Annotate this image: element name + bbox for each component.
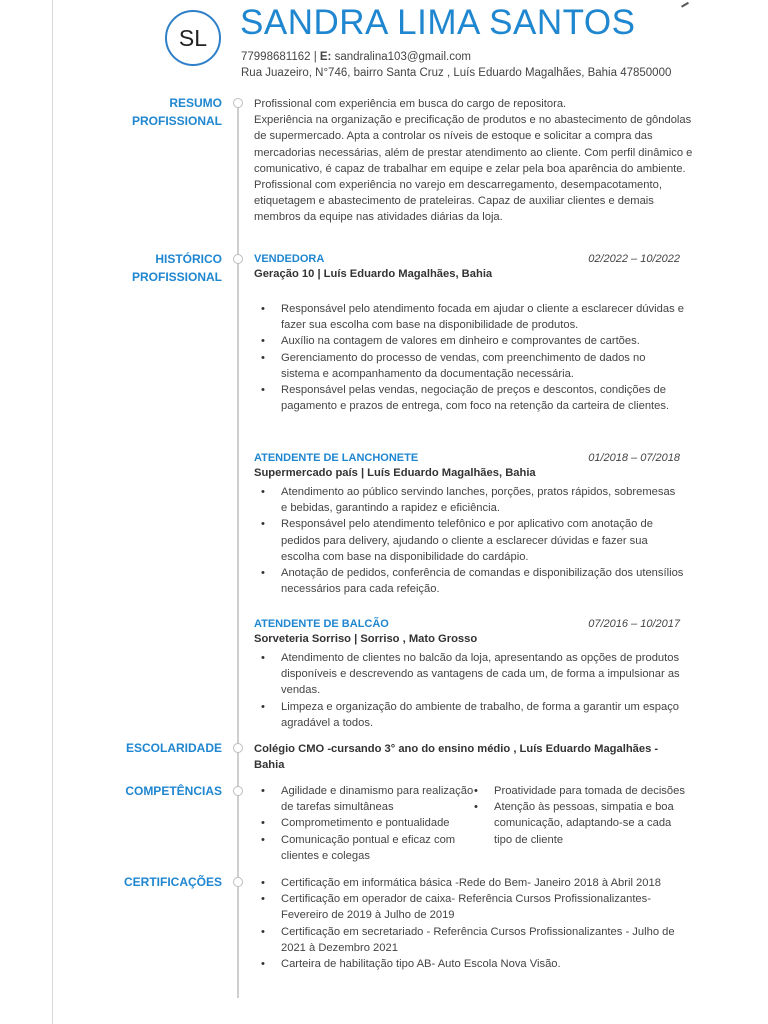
summary-line: Profissional com experiência no varejo em descarregamento, desempacotamento, etiquetagem e abastecimento de prateleiras. Capaz de auxiliar clientes e demais membros da equipe nas atividades diárias da loja. — [254, 179, 662, 224]
job-header-3 — [254, 618, 680, 645]
timeline-dot-history — [233, 254, 243, 264]
certification-item: • Certificação em operador de caixa- Referência Cursos Profissionalizantes- Fevereiro de 2019 à Julho de 2019 — [254, 891, 684, 923]
candidate-name: SANDRA LIMA SANTOS — [240, 3, 636, 42]
job-bullet: • Auxílio na contagem de valores em dinheiro e comprovantes de cartões. — [254, 333, 684, 349]
summary-line: Profissional com experiência em busca do cargo de repositora. — [254, 98, 567, 110]
job-employer: Supermercado país | Luís Eduardo Magalhães, Bahia — [254, 467, 536, 479]
job-bullets-3 — [254, 650, 684, 731]
monogram-badge — [165, 10, 221, 66]
timeline-dot-summary — [233, 98, 243, 108]
section-title-history — [82, 250, 222, 286]
education-entry: Colégio CMO -cursando 3° ano do ensino médio , Luís Eduardo Magalhães - Bahia — [254, 743, 659, 772]
job-bullet: • Gerenciamento do processo de vendas, com preenchimento de dados no sistema e acompanhamento da documentação necessária. — [254, 350, 684, 382]
section-title-summary — [82, 94, 222, 130]
job-dates: 02/2022 – 10/2022 — [588, 253, 680, 265]
phone-number: 77998681162 — [241, 51, 311, 63]
skills-list-right — [467, 783, 689, 848]
job-dates: 07/2016 – 10/2017 — [588, 618, 680, 630]
section-title-certifications: CERTIFICAÇÕES — [123, 875, 222, 889]
section-title-line: RESUMO — [169, 96, 222, 110]
job-header-1 — [254, 253, 680, 280]
address: Rua Juazeiro, N°746, bairro Santa Cruz , Luís Eduardo Magalhães, Bahia 47850000 — [241, 67, 672, 79]
job-bullet: • Atendimento ao público servindo lanches, porções, pratos rápidos, sobremesas e bebidas, garantindo a rapidez e eficiência. — [254, 484, 684, 516]
skill-item: • Comunicação pontual e eficaz com clientes e colegas — [254, 832, 474, 864]
job-bullet: • Anotação de pedidos, conferência de comandas e disponibilização dos utensílios necessários para cada refeição. — [254, 565, 684, 597]
section-title-education: ESCOLARIDADE — [125, 741, 222, 755]
timeline-dot-education — [233, 743, 243, 753]
job-bullet: • Atendimento de clientes no balcão da loja, apresentando as opções de produtos disponíveis e descrevendo as vantagens de cada um, de forma a impulsionar as vendas. — [254, 650, 684, 699]
job-bullets-1 — [254, 301, 684, 414]
section-title-skills: COMPETÊNCIAS — [125, 784, 222, 798]
job-dates: 01/2018 – 07/2018 — [588, 452, 680, 464]
job-employer: Sorveteria Sorriso | Sorriso , Mato Grosso — [254, 633, 478, 645]
skill-item: • Agilidade e dinamismo para realização de tarefas simultâneas — [254, 783, 474, 815]
certifications-list — [254, 875, 684, 972]
job-title: VENDEDORA — [254, 253, 325, 265]
job-bullet: • Limpeza e organização do ambiente de trabalho, de forma a garantir um espaço agradável a todos. — [254, 699, 684, 731]
timeline-dot-certifications — [233, 877, 243, 887]
job-bullet: • Responsável pelas vendas, negociação de preços e descontos, condições de pagamento e prazos de entrega, com foco na retenção da carteira de clientes. — [254, 382, 684, 414]
certification-item: • Carteira de habilitação tipo AB- Auto Escola Nova Visão. — [254, 956, 684, 972]
certification-item: • Certificação em informática básica -Rede do Bem- Janeiro 2018 à Abril 2018 — [254, 875, 684, 891]
monogram-initials: SL — [178, 24, 208, 51]
job-bullets-2 — [254, 484, 684, 597]
corner-mark — [679, 0, 689, 8]
section-title-line: HISTÓRICO — [155, 252, 222, 266]
job-title: ATENDENTE DE LANCHONETE — [254, 452, 419, 464]
job-title: ATENDENTE DE BALCÃO — [254, 618, 389, 630]
email-address: sandralina103@gmail.com — [334, 51, 471, 63]
certification-item: • Certificação em secretariado - Referência Cursos Profissionalizantes - Julho de 2021 à Dezembro 2021 — [254, 924, 684, 956]
summary-text — [254, 96, 694, 226]
timeline-dot-skills — [233, 786, 243, 796]
skill-item: • Proatividade para tomada de decisões — [467, 783, 689, 799]
skill-item: • Atenção às pessoas, simpatia e boa comunicação, adaptando-se a cada tipo de cliente — [467, 799, 689, 848]
skills-list-left — [254, 783, 474, 864]
job-header-2 — [254, 452, 680, 479]
summary-line: Experiência na organização e precificação de produtos e no abastecimento de gôndolas de supermercado. Apta a controlar os níveis de estoque e solicitar a compra das mercadorias necessárias, além de prestar atendimento ao cliente. Com perfil dinâmico e comunicativo, é capaz de trabalhar em equipe e zelar pela boa aparência do ambiente. — [254, 114, 693, 175]
job-bullet: • Responsável pelo atendimento telefônico e por aplicativo com anotação de pedidos para delivery, ajudando o cliente a esclarecer dúvidas e fazer sua escolha com base na disponibilidade do cardápio. — [254, 516, 684, 565]
contact-block: 77998681162 | E: sandralina103@gmail.com Rua Juazeiro, N°746, bairro Santa Cruz , Luís Eduardo Magalhães, Bahia 47850000 — [241, 51, 672, 79]
job-employer: Geração 10 | Luís Eduardo Magalhães, Bahia — [254, 268, 493, 280]
job-bullet: • Responsável pelo atendimento focada em ajudar o cliente a esclarecer dúvidas e fazer sua escolha com base na disponibilidade de produtos. — [254, 301, 684, 333]
section-title-line: PROFISSIONAL — [131, 114, 222, 128]
timeline-line — [237, 101, 239, 998]
email-label: E: — [319, 51, 332, 63]
skill-item: • Comprometimento e pontualidade — [254, 815, 474, 831]
page-edge-rule — [52, 0, 53, 1024]
section-title-line: PROFISSIONAL — [131, 270, 222, 284]
